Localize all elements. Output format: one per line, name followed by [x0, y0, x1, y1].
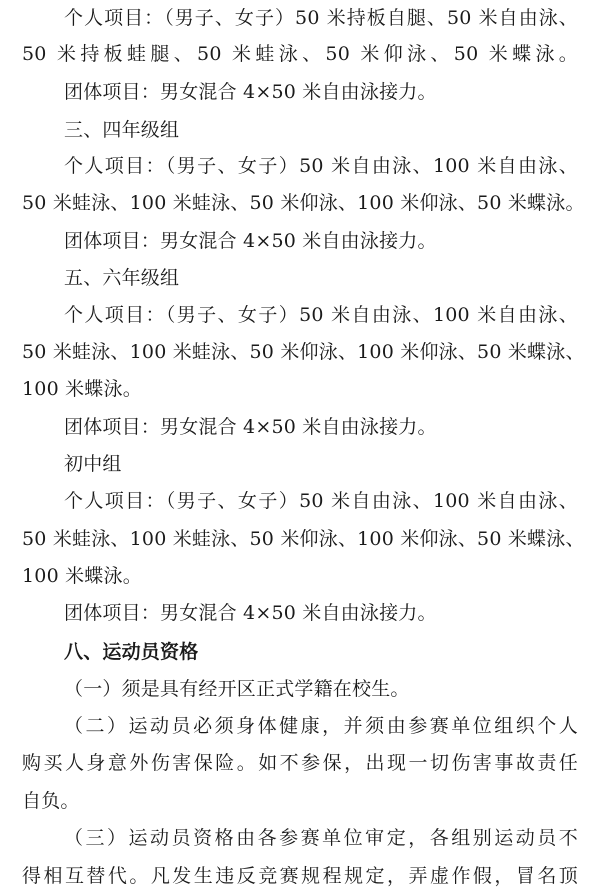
section-heading: 五、六年级组 — [64, 267, 180, 289]
paragraph-line: 100 米蝶泳。 — [22, 378, 142, 400]
paragraph-line: 50 米蛙泳、100 米蛙泳、50 米仰泳、100 米仰泳、50 米蝶泳、 — [22, 528, 585, 550]
paragraph-line: （二）运动员必须身体健康，并须由参赛单位组织个人 — [64, 715, 578, 737]
paragraph-line: 团体项目：男女混合 4×50 米自由泳接力。 — [64, 81, 437, 103]
paragraph-line: 团体项目：男女混合 4×50 米自由泳接力。 — [64, 416, 437, 438]
paragraph-line: （三）运动员资格由各参赛单位审定，各组别运动员不 — [64, 827, 578, 849]
paragraph-line: 个人项目：（男子、女子）50 米自由泳、100 米自由泳、 — [64, 155, 578, 177]
section-heading-bold: 八、运动员资格 — [64, 641, 199, 663]
paragraph-line: 50 米持板蛙腿、50 米蛙泳、50 米仰泳、50 米蝶泳。 — [22, 43, 578, 65]
section-heading: 三、四年级组 — [64, 119, 180, 141]
paragraph-line: 50 米蛙泳、100 米蛙泳、50 米仰泳、100 米仰泳、50 米蝶泳。 — [22, 192, 585, 214]
paragraph-line: 个人项目：（男子、女子）50 米持板自腿、50 米自由泳、 — [64, 7, 578, 29]
paragraph-line: 自负。 — [22, 790, 80, 812]
paragraph-line: 得相互替代。凡发生违反竞赛规程规定，弄虚作假，冒名顶 — [22, 865, 578, 887]
paragraph-line: 团体项目：男女混合 4×50 米自由泳接力。 — [64, 602, 437, 624]
paragraph-line: 个人项目：（男子、女子）50 米自由泳、100 米自由泳、 — [64, 490, 578, 512]
paragraph-line: 购买人身意外伤害保险。如不参保，出现一切伤害事故责任 — [22, 752, 578, 774]
paragraph-line: （一）须是具有经开区正式学籍在校生。 — [64, 678, 410, 700]
paragraph-line: 个人项目：（男子、女子）50 米自由泳、100 米自由泳、 — [64, 304, 578, 326]
section-heading: 初中组 — [64, 453, 122, 475]
paragraph-line: 团体项目：男女混合 4×50 米自由泳接力。 — [64, 230, 437, 252]
paragraph-line: 50 米蛙泳、100 米蛙泳、50 米仰泳、100 米仰泳、50 米蝶泳、 — [22, 341, 585, 363]
paragraph-line: 100 米蝶泳。 — [22, 565, 142, 587]
